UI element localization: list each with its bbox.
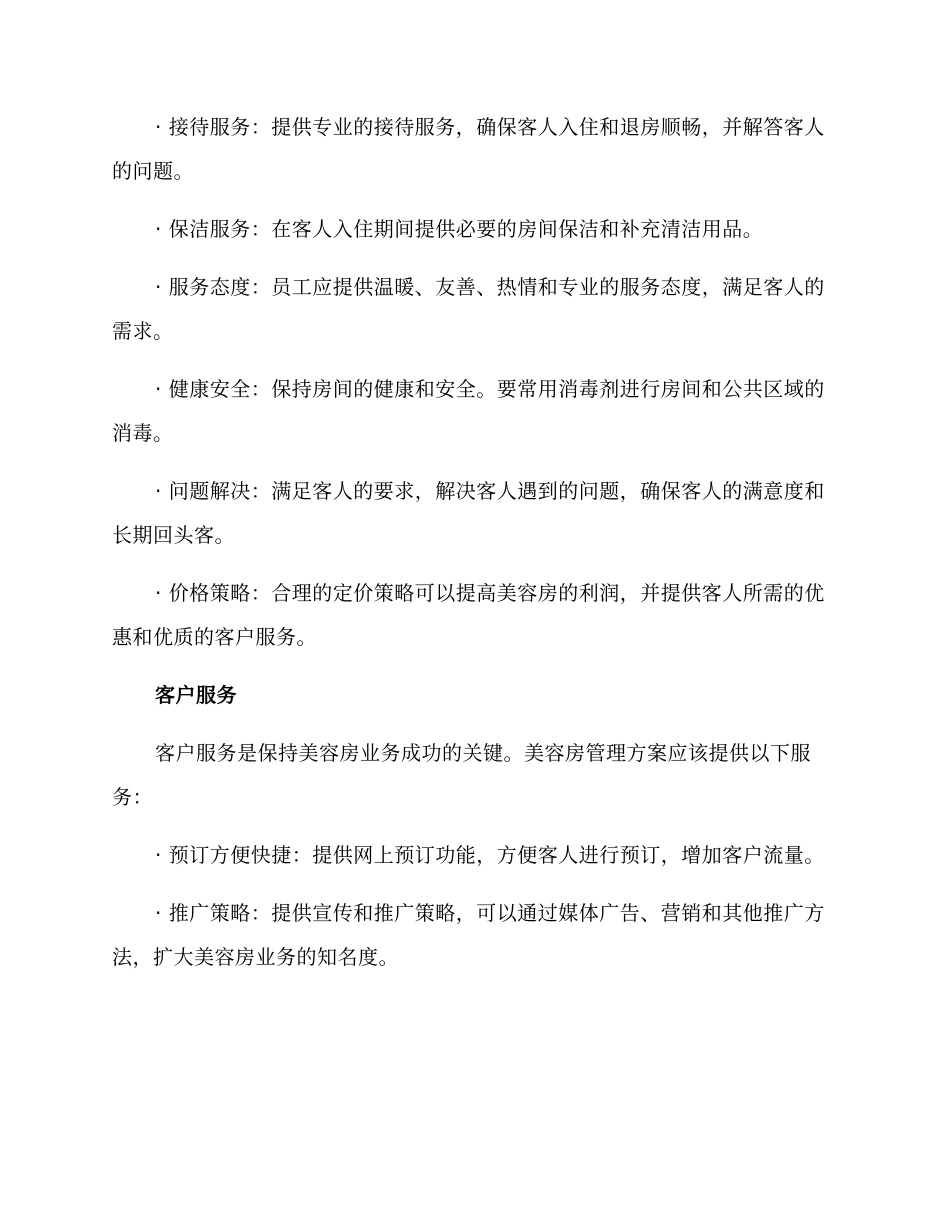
bullet-paragraph: · 健康安全：保持房间的健康和安全。要常用消毒剂进行房间和公共区域的消毒。	[112, 377, 825, 445]
document-page	[112, 105, 832, 979]
bullet-paragraph: · 预订方便快捷：提供网上预订功能，方便客人进行预订，增加客户流量。	[155, 843, 825, 867]
bullet-paragraph: · 保洁服务：在客人入住期间提供必要的房间保洁和补充清洁用品。	[155, 217, 764, 241]
bullet-paragraph: · 推广策略：提供宣传和推广策略，可以通过媒体广告、营销和其他推广方法，扩大美容房业务的知名度。	[112, 901, 825, 969]
section-heading: 客户服务	[155, 683, 237, 707]
bullet-paragraph: · 服务态度：员工应提供温暖、友善、热情和专业的服务态度，满足客人的需求。	[112, 275, 825, 343]
bullet-paragraph: · 问题解决：满足客人的要求，解决客人遇到的问题，确保客人的满意度和长期回头客。	[112, 479, 825, 547]
bullet-paragraph: · 价格策略：合理的定价策略可以提高美容房的利润，并提供客人所需的优惠和优质的客户服务。	[112, 581, 825, 649]
bullet-paragraph: · 接待服务：提供专业的接待服务，确保客人入住和退房顺畅，并解答客人的问题。	[112, 115, 825, 183]
section-intro: 客户服务是保持美容房业务成功的关键。美容房管理方案应该提供以下服务：	[112, 741, 811, 809]
